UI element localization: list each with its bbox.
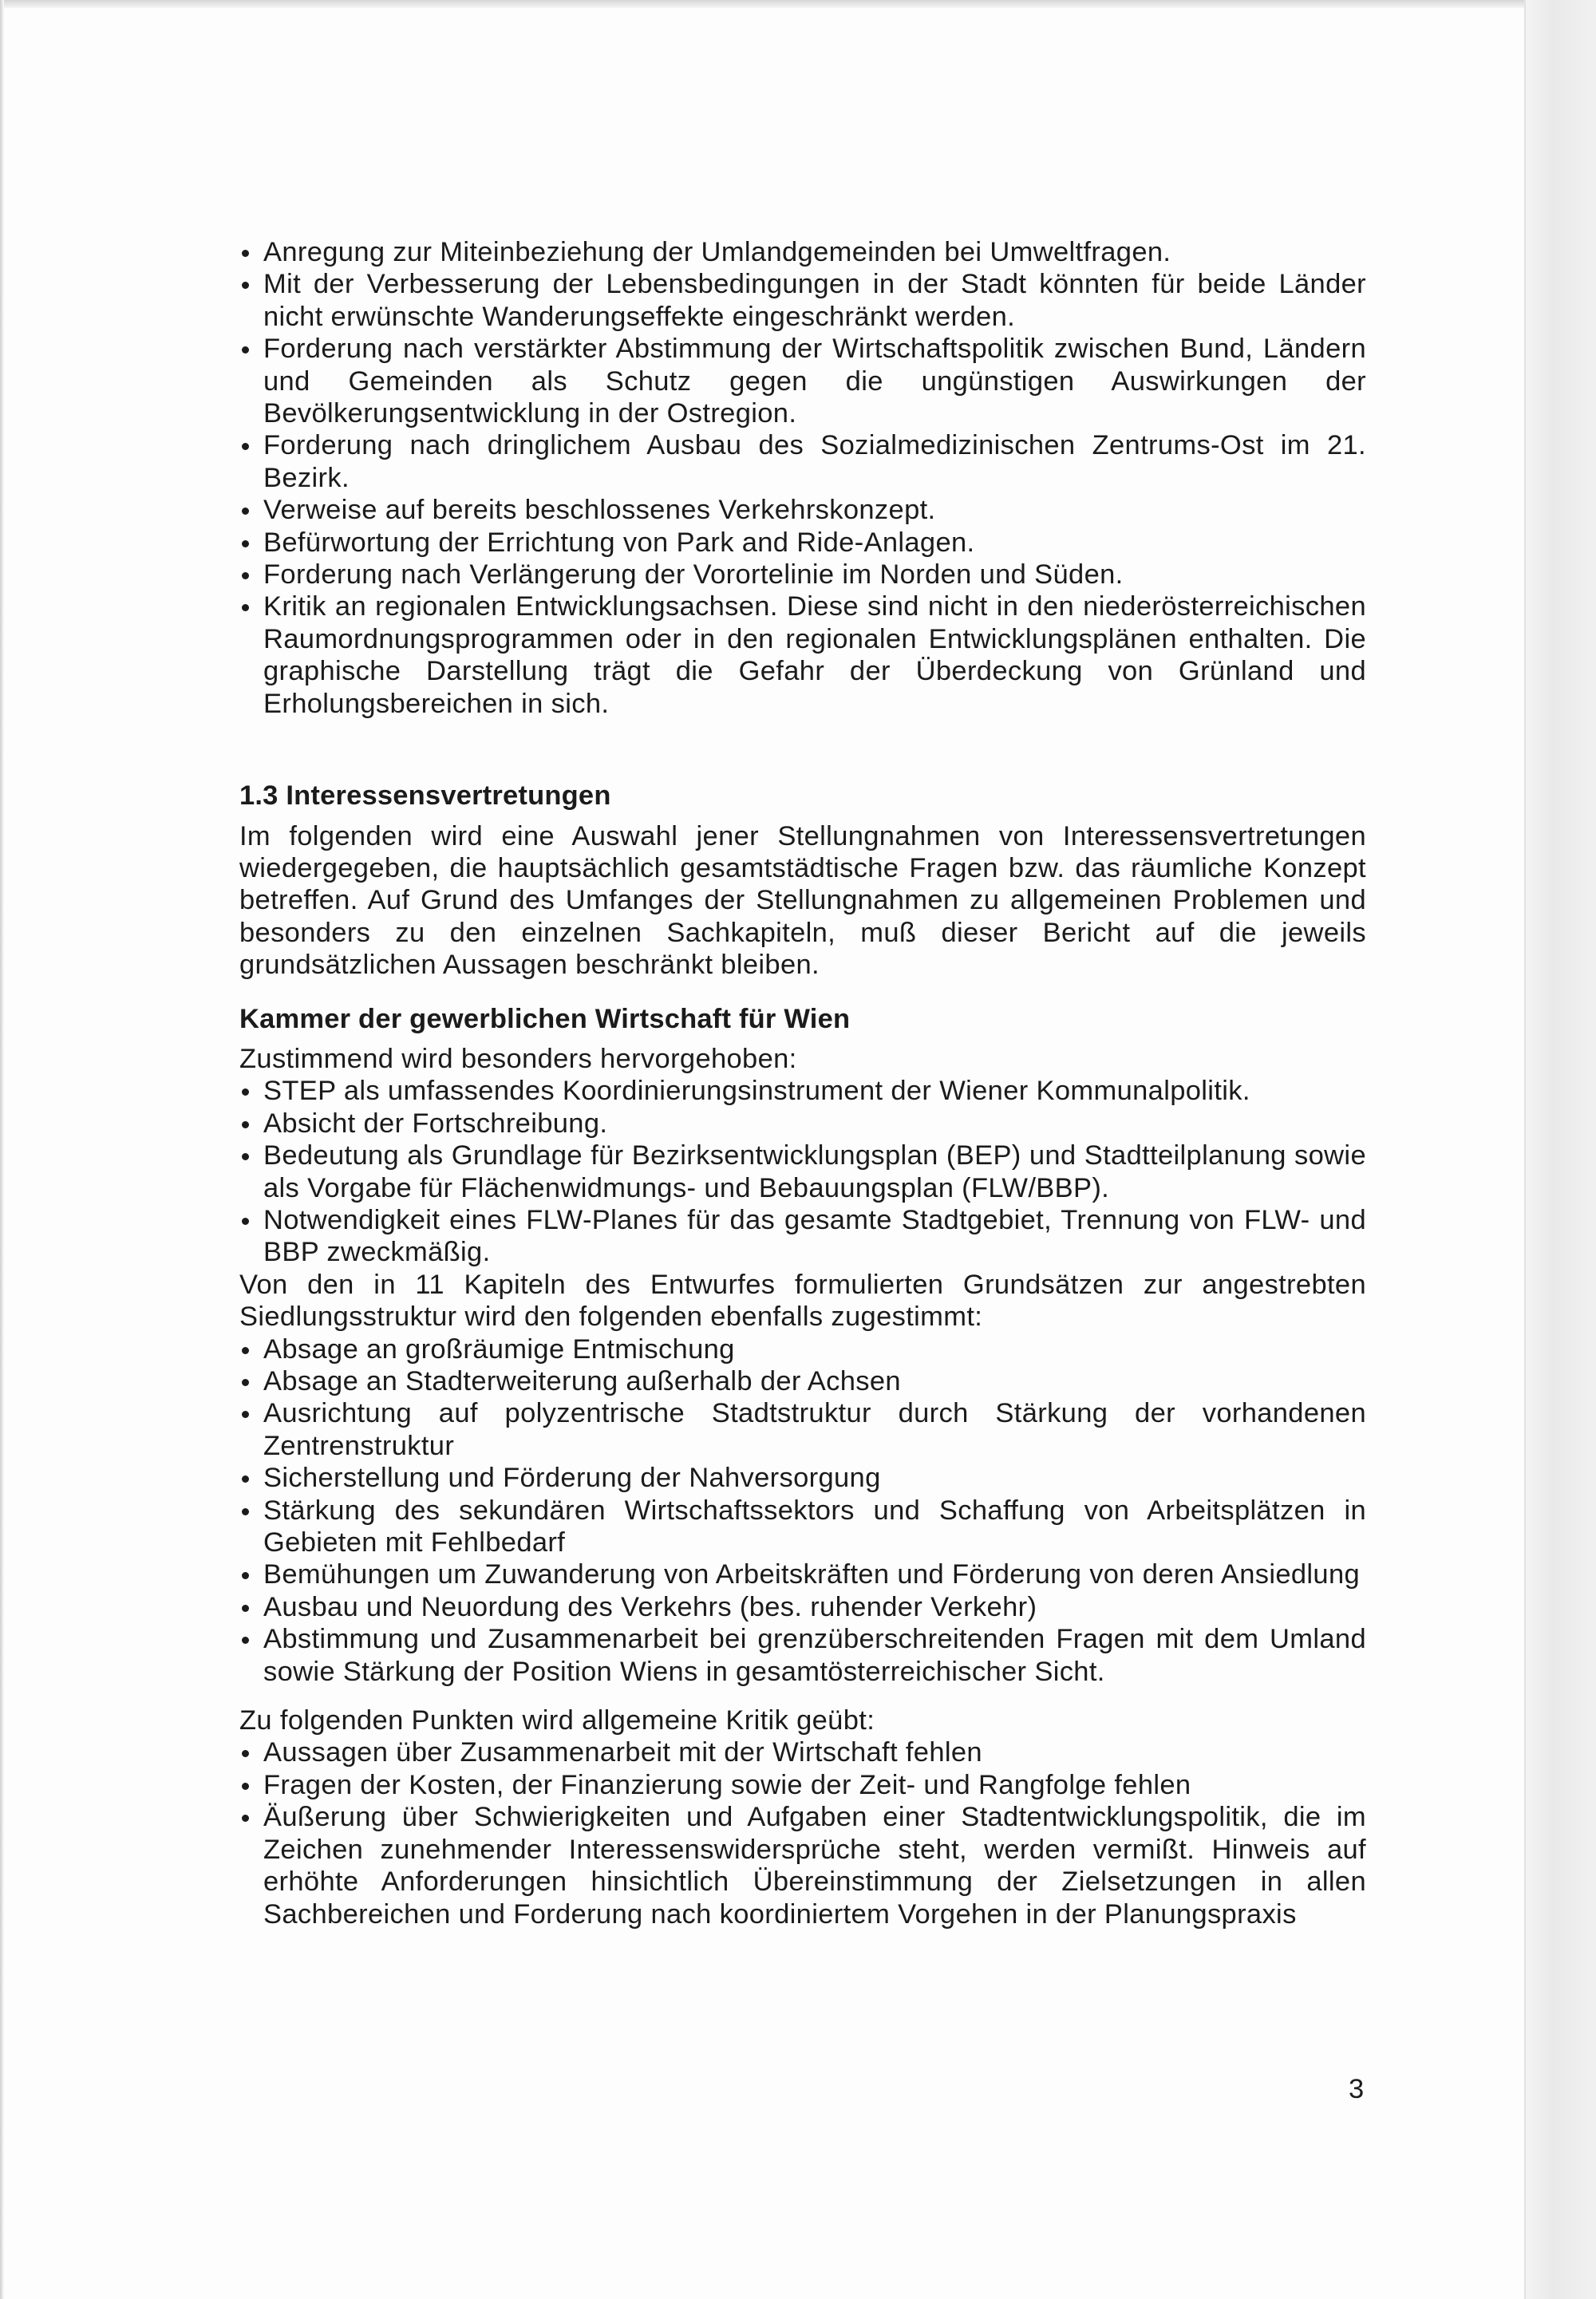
bullet-icon: [242, 250, 249, 257]
criticism-lead: Zu folgenden Punkten wird allgemeine Kritik geübt:: [239, 1705, 875, 1736]
bullet-icon: [242, 1379, 249, 1386]
principles-bullet-list: [239, 1333, 1366, 1688]
section-heading: 1.3 Interessensvertretungen: [239, 780, 611, 812]
list-item: Stärkung des sekundären Wirtschaftssektors und Schaffung von Arbeitsplätzen in Gebieten mit Fehlbedarf: [239, 1495, 1366, 1559]
list-item: STEP als umfassendes Koordinierungsinstrument der Wiener Kommunalpolitik.: [239, 1075, 1366, 1107]
list-item: Bedeutung als Grundlage für Bezirksentwicklungsplan (BEP) und Stadtteilplanung sowie als Vorgabe für Flächenwidmungs- und Bebauungsplan (FLW/BBP).: [239, 1140, 1366, 1204]
bullet-icon: [242, 604, 249, 611]
bullet-icon: [242, 282, 249, 289]
bullet-icon: [242, 346, 249, 354]
principles-lead: Von den in 11 Kapiteln des Entwurfes formulierten Grundsätzen zur angestrebten Siedlungsstruktur wird den folgenden ebenfalls zugestimmt:: [239, 1269, 1366, 1333]
bullet-icon: [242, 1411, 249, 1418]
approval-bullet-list: [239, 1075, 1366, 1268]
approval-lead: Zustimmend wird besonders hervorgehoben:: [239, 1043, 797, 1074]
list-item: Mit der Verbesserung der Lebensbedingungen in der Stadt könnten für beide Länder nicht erwünschte Wanderungseffekte eingeschränkt werden.: [239, 268, 1366, 333]
scan-edge-right: [1524, 0, 1596, 2299]
spacer: [239, 982, 1366, 1003]
list-item: Absage an Stadterweiterung außerhalb der Achsen: [239, 1365, 1366, 1397]
list-item: Fragen der Kosten, der Finanzierung sowie der Zeit- und Rangfolge fehlen: [239, 1769, 1366, 1801]
page-content: [239, 236, 1366, 1930]
intro-bullet-list: [239, 236, 1366, 720]
list-item: Anregung zur Miteinbeziehung der Umlandgemeinden bei Umweltfragen.: [239, 236, 1366, 268]
list-item: Verweise auf bereits beschlossenes Verkehrskonzept.: [239, 494, 1366, 526]
list-item: Forderung nach dringlichem Ausbau des Sozialmedizinischen Zentrums-Ost im 21. Bezirk.: [239, 429, 1366, 494]
spacer: [239, 1035, 1366, 1043]
page-number: 3: [1349, 2074, 1365, 2104]
list-item: Abstimmung und Zusammenarbeit bei grenzüberschreitenden Fragen mit dem Umland sowie Stärkung der Position Wiens in gesamtösterreichischer Sicht.: [239, 1623, 1366, 1688]
bullet-icon: [242, 540, 249, 547]
bullet-icon: [242, 1637, 249, 1644]
list-item: Befürwortung der Errichtung von Park and Ride-Anlagen.: [239, 527, 1366, 559]
bullet-icon: [242, 1508, 249, 1515]
bullet-icon: [242, 1347, 249, 1354]
list-item: Forderung nach verstärkter Abstimmung der Wirtschaftspolitik zwischen Bund, Ländern und Gemeinden als Schutz gegen die ungünstigen Auswirkungen der Bevölkerungsentwicklung in der Ostregion.: [239, 333, 1366, 429]
list-item: Kritik an regionalen Entwicklungsachsen. Diese sind nicht in den niederösterreichischen Raumordnungsprogrammen oder in den regionalen Entwicklungsplänen enthalten. Die graphische Darstellung trägt die Gefahr der Überdeckung von Grünland und Erholungsbereichen in sich.: [239, 591, 1366, 720]
list-item: Ausrichtung auf polyzentrische Stadtstruktur durch Stärkung der vorhandenen Zentrenstruktur: [239, 1397, 1366, 1462]
bullet-icon: [242, 1088, 249, 1096]
list-item: Sicherstellung und Förderung der Nahversorgung: [239, 1462, 1366, 1494]
list-item: Absage an großräumige Entmischung: [239, 1333, 1366, 1365]
list-item: Ausbau und Neuordung des Verkehrs (bes. ruhender Verkehr): [239, 1591, 1366, 1623]
spacer: [239, 1688, 1366, 1704]
bullet-icon: [242, 1605, 249, 1612]
scan-edge-left: [0, 0, 4, 2299]
list-item: Notwendigkeit eines FLW-Planes für das gesamte Stadtgebiet, Trennung von FLW- und BBP zweckmäßig.: [239, 1204, 1366, 1269]
bullet-icon: [242, 1572, 249, 1579]
list-item: Äußerung über Schwierigkeiten und Aufgaben einer Stadtentwicklungspolitik, die im Zeichen zunehmender Interessenswidersprüche steht, werden vermißt. Hinweis auf erhöhte Anforderungen hinsichtlich Übereinstimmung der Zielsetzungen in allen Sachbereichen und Forderung nach koordiniertem Vorgehen in der Planungspraxis: [239, 1801, 1366, 1930]
section-paragraph: Im folgenden wird eine Auswahl jener Stellungnahmen von Interessensvertretungen wiedergegeben, die hauptsächlich gesamtstädtische Fragen bzw. das räumliche Konzept betreffen. Auf Grund des Umfanges der Stellungnahmen zu allgemeinen Problemen und besonders zu den einzelnen Sachkapiteln, muß dieser Bericht auf die jeweils grundsätzlichen Aussagen beschränkt bleiben.: [239, 820, 1366, 981]
bullet-icon: [242, 1815, 249, 1822]
bullet-icon: [242, 508, 249, 515]
spacer: [239, 720, 1366, 780]
bullet-icon: [242, 1121, 249, 1128]
bullet-icon: [242, 1218, 249, 1225]
list-item: Forderung nach Verlängerung der Vorortelinie im Norden und Süden.: [239, 559, 1366, 591]
subsection-heading: Kammer der gewerblichen Wirtschaft für Wien: [239, 1003, 851, 1034]
list-item: Absicht der Fortschreibung.: [239, 1108, 1366, 1140]
bullet-icon: [242, 1783, 249, 1790]
bullet-icon: [242, 1475, 249, 1483]
bullet-icon: [242, 1750, 249, 1757]
criticism-bullet-list: [239, 1736, 1366, 1930]
bullet-icon: [242, 1153, 249, 1160]
bullet-icon: [242, 572, 249, 579]
spacer: [239, 812, 1366, 820]
scan-edge-top: [0, 0, 1596, 8]
list-item: Aussagen über Zusammenarbeit mit der Wirtschaft fehlen: [239, 1736, 1366, 1768]
bullet-icon: [242, 443, 249, 450]
list-item: Bemühungen um Zuwanderung von Arbeitskräften und Förderung von deren Ansiedlung: [239, 1558, 1366, 1590]
